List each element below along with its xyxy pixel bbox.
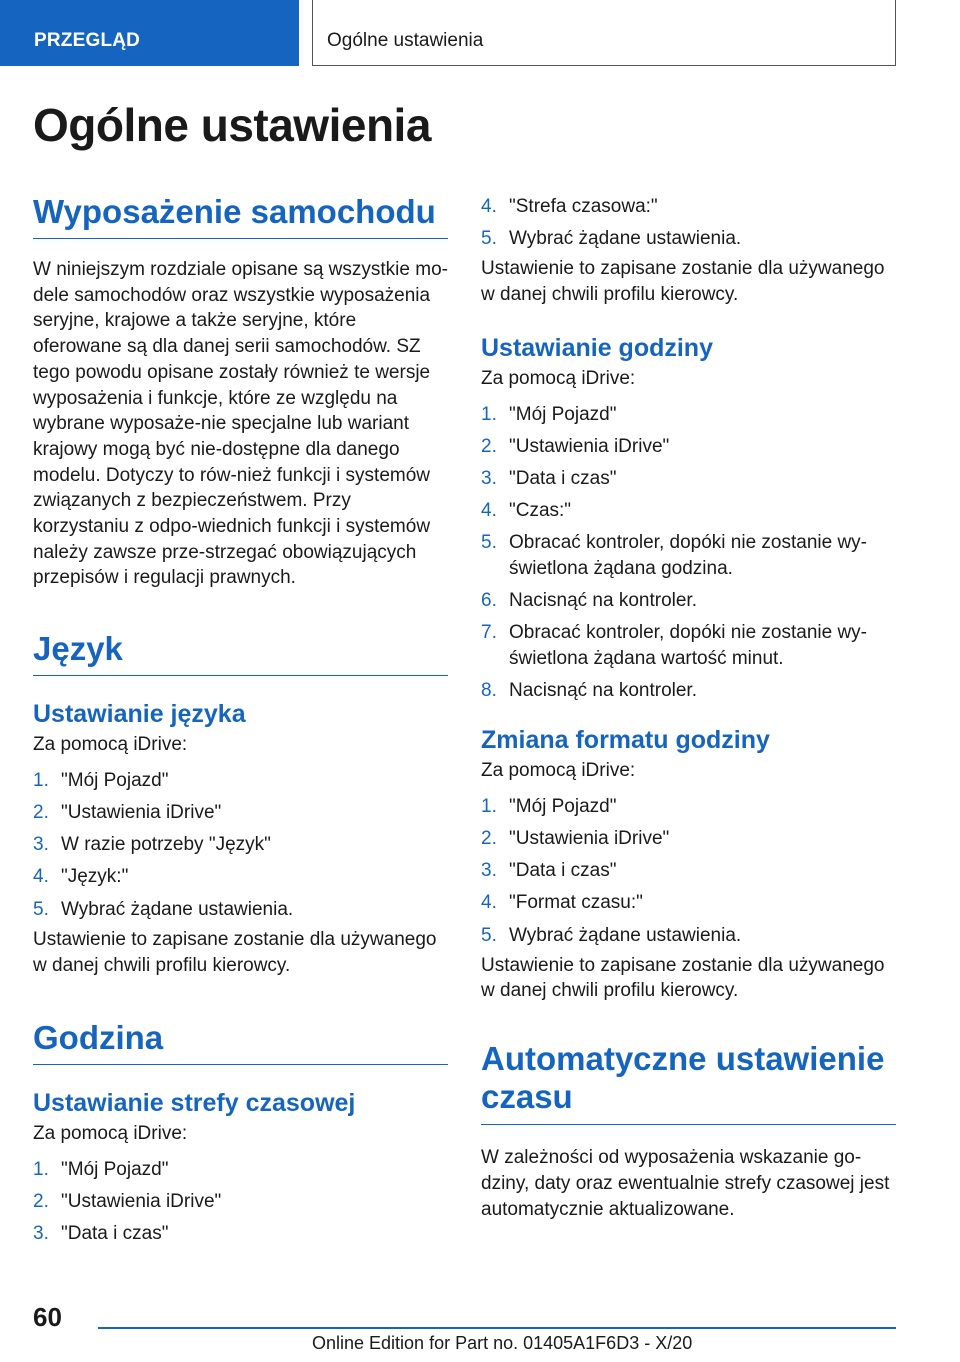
list-item — [481, 794, 896, 820]
step-number: 2. — [481, 827, 497, 849]
time-format-subheading: Zmiana formatu godziny — [481, 726, 770, 755]
step-text: "Ustawienia iDrive" — [61, 802, 222, 824]
list-item — [481, 498, 896, 524]
list-item — [481, 826, 896, 852]
list-item — [481, 588, 896, 614]
page-number: 60 — [33, 1302, 62, 1332]
language-subheading: Ustawianie języka — [33, 700, 246, 729]
list-item — [33, 800, 448, 826]
step-number: 4. — [33, 866, 49, 888]
step-text: "Język:" — [61, 866, 129, 888]
section-tab-label: PRZEGLĄD — [34, 30, 141, 51]
step-text: Wybrać żądane ustawienia. — [61, 898, 294, 920]
set-time-intro: Za pomocą iDrive: — [481, 367, 636, 389]
step-number: 5. — [481, 924, 497, 946]
list-item — [33, 1157, 448, 1183]
section-auto-time — [481, 1040, 896, 1222]
step-number: 3. — [33, 834, 49, 856]
timezone-note: Ustawienie to zapisane zostanie dla używanego w danej chwili profilu kierowcy. — [481, 258, 885, 306]
language-intro: Za pomocą iDrive: — [33, 734, 188, 756]
equipment-heading: Wyposażenie samochodu — [33, 190, 448, 239]
step-number: 2. — [481, 435, 497, 457]
footer-edition: Online Edition for Part no. 01405A1F6D3 - X/20 — [312, 1333, 693, 1353]
step-number: 4. — [481, 500, 497, 522]
list-item — [481, 194, 896, 220]
list-item — [481, 678, 896, 704]
step-text: "Format czasu:" — [509, 892, 643, 914]
timezone-steps — [33, 1157, 448, 1247]
list-item — [33, 1221, 448, 1247]
step-number: 4. — [481, 892, 497, 914]
step-text: "Ustawienia iDrive" — [509, 827, 670, 849]
time-format-steps — [481, 794, 896, 949]
step-text: "Ustawienia iDrive" — [509, 435, 670, 457]
step-text: W razie potrzeby "Język" — [61, 834, 271, 856]
step-number: 6. — [481, 590, 497, 612]
list-item — [481, 923, 896, 949]
step-text: Wybrać żądane ustawienia. — [509, 924, 742, 946]
section-tab[interactable] — [0, 0, 299, 66]
step-text: "Mój Pojazd" — [509, 403, 617, 425]
step-number: 2. — [33, 802, 49, 824]
language-heading: Język — [33, 627, 448, 676]
set-time-steps — [481, 402, 896, 705]
list-item — [481, 466, 896, 492]
time-format-intro: Za pomocą iDrive: — [481, 760, 636, 782]
step-text: "Data i czas" — [61, 1223, 169, 1245]
set-time-subheading: Ustawianie godziny — [481, 333, 713, 362]
step-number: 3. — [481, 467, 497, 489]
section-time — [33, 1016, 448, 1247]
equipment-body: W niniejszym rozdziale opisane są wszystkie mo-dele samochodów oraz wszystkie wyposażenia seryjne, krajowe a także seryjne, które oferowane są dla danej serii samochodów. SZ tego powodu opisane zostały również te wersje wyposażenia i funkcje, które ze względu na wybrane wyposaże-nie specjalne lub wariant krajowy mogą być nie-dostępne dla danego modelu. Dotyczy to rów-nież funkcji i systemów związanych z bezpieczeństwem. Przy korzystaniu z odpo-wiednich funkcji i systemów należy zawsze prze-strzegać obowiązujących przepisów i regulacji prawnych. — [33, 259, 448, 589]
list-item — [481, 402, 896, 428]
step-number: 1. — [33, 769, 49, 791]
step-text: "Strefa czasowa:" — [509, 196, 658, 217]
left-column — [33, 190, 448, 1254]
step-number: 1. — [481, 795, 497, 817]
page-title: Ogólne ustawienia — [33, 99, 431, 151]
list-item — [33, 897, 448, 923]
auto-time-heading: Automatyczne ustawienie czasu — [481, 1040, 896, 1125]
step-number: 5. — [481, 532, 497, 554]
list-item — [33, 768, 448, 794]
footer-divider — [98, 1327, 896, 1329]
step-text: "Czas:" — [509, 500, 572, 522]
step-number: 3. — [481, 860, 497, 882]
timezone-steps-continued — [481, 194, 896, 252]
list-item — [481, 890, 896, 916]
section-timezone-continued — [481, 194, 896, 308]
step-text: "Mój Pojazd" — [61, 1158, 169, 1180]
time-heading: Godzina — [33, 1016, 448, 1065]
step-text: "Data i czas" — [509, 860, 617, 882]
list-item — [33, 832, 448, 858]
section-set-time — [481, 332, 896, 704]
list-item — [481, 620, 896, 671]
step-text: Obracać kontroler, dopóki nie zostanie wy-świetlona żądana godzina. — [509, 532, 868, 580]
section-equipment — [33, 190, 448, 591]
step-text: Obracać kontroler, dopóki nie zostanie wy-świetlona żądana wartość minut. — [509, 622, 868, 670]
auto-time-body: W zależności od wyposażenia wskazanie go-dziny, daty oraz ewentualnie strefy czasowej jest automatycznie aktualizowane. — [481, 1147, 890, 1220]
step-text: Nacisnąć na kontroler. — [509, 680, 697, 702]
step-number: 4. — [481, 196, 497, 217]
step-text: Nacisnąć na kontroler. — [509, 590, 697, 612]
section-language — [33, 627, 448, 978]
list-item — [33, 864, 448, 890]
step-number: 3. — [33, 1223, 49, 1245]
timezone-subheading: Ustawianie strefy czasowej — [33, 1089, 356, 1118]
step-number: 1. — [481, 403, 497, 425]
list-item — [481, 434, 896, 460]
step-text: "Mój Pojazd" — [61, 769, 169, 791]
chapter-tab-label: Ogólne ustawienia — [327, 30, 484, 51]
list-item — [481, 530, 896, 581]
timezone-intro: Za pomocą iDrive: — [33, 1123, 188, 1145]
step-number: 5. — [33, 898, 49, 920]
step-number: 8. — [481, 680, 497, 702]
step-number: 2. — [33, 1191, 49, 1213]
language-steps — [33, 768, 448, 923]
time-format-note: Ustawienie to zapisane zostanie dla używanego w danej chwili profilu kierowcy. — [481, 954, 885, 1002]
step-number: 1. — [33, 1158, 49, 1180]
right-column — [481, 190, 896, 1222]
step-number: 7. — [481, 622, 497, 644]
step-text: Wybrać żądane ustawienia. — [509, 228, 742, 250]
step-text: "Ustawienia iDrive" — [61, 1191, 222, 1213]
step-text: "Data i czas" — [509, 467, 617, 489]
language-note: Ustawienie to zapisane zostanie dla używanego w danej chwili profilu kierowcy. — [33, 928, 437, 976]
step-number: 5. — [481, 228, 497, 250]
step-text: "Mój Pojazd" — [509, 795, 617, 817]
section-time-format — [481, 724, 896, 1004]
list-item — [33, 1189, 448, 1215]
list-item — [481, 226, 896, 252]
chapter-tab — [312, 0, 896, 66]
list-item — [481, 858, 896, 884]
